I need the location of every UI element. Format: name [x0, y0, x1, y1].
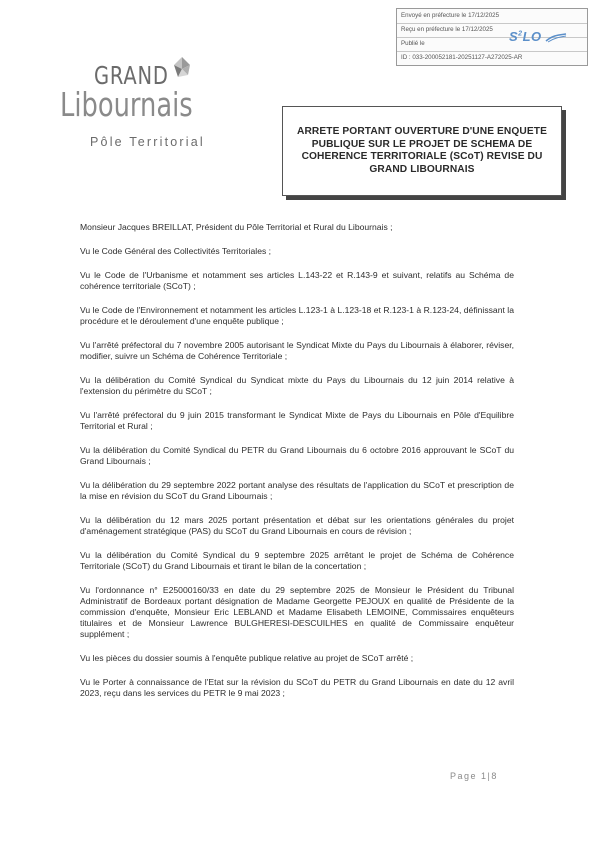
s2lo-logo: $S^2LO$ — [509, 29, 542, 44]
title-box — [282, 106, 562, 196]
paragraph: Vu l'ordonnance n° E25000160/33 en date du 29 septembre 2025 de Monsieur le Président du Tribunal Administratif de Bordeaux portant désignation de Madame Georgette PEJOUX en qualité de Présidente de la commission d'enquête, Monsieur Eric LEBLAND et Madame Elisabeth LEMOINE, Commissaires enquêteurs titulaires et de Monsieur Lawrence BULGHERESI-DESCUILHES en qualité de Commissaire enquêteur supplément ; — [80, 584, 514, 640]
logo-grand: GRAND — [94, 61, 169, 90]
page-number: Page 1|8 — [450, 771, 498, 781]
stamp-sent-date: Envoyé en préfecture le 17/12/2025 — [401, 12, 500, 19]
logo-pole-territorial: Pôle Territorial — [90, 135, 205, 149]
paragraph: Vu la délibération du Comité Syndical du 9 septembre 2025 arrêtant le projet de Schéma de Cohérence Territoriale (SCoT) du Grand Libournais et tirant le bilan de la concertation ; — [80, 549, 514, 571]
paragraph: Vu la délibération du Comité Syndical du Syndicat mixte du Pays du Libournais du 12 juin 2014 relative à l'extension du périmètre du SCoT ; — [80, 374, 514, 396]
swoosh-icon — [545, 33, 567, 43]
paragraph: Vu le Code Général des Collectivités Territoriales ; — [80, 245, 272, 256]
paragraph: Vu le Code de l'Environnement et notamment les articles L.123-1 à L.123-18 et R.123-1 à R.123-24, définissant la procédure et le déroulement d'une enquête publique ; — [80, 304, 514, 326]
logo-libournais: Libournais — [60, 85, 193, 124]
document-body — [80, 222, 514, 712]
paragraph: Vu la délibération du 29 septembre 2022 portant analyse des résultats de l'application du SCoT et prescription de la mise en révision du SCoT du Grand Libournais ; — [80, 479, 514, 501]
paragraph: Vu la délibération du 12 mars 2025 portant présentation et débat sur les orientations générales du projet d'aménagement stratégique (PAS) du SCoT du Grand Libournais en cours de révision ; — [80, 514, 514, 536]
grand-libournais-logo — [60, 55, 225, 155]
paragraph: Vu la délibération du Comité Syndical du PETR du Grand Libournais du 6 octobre 2016 approuvant le SCoT du Grand Libournais ; — [80, 444, 514, 466]
stamp-divider — [397, 23, 587, 24]
paragraph: Vu le Code de l'Urbanisme et notamment ses articles L.143-22 et R.143-9 et suivant, relatifs au Schéma de cohérence territoriale (SCoT) ; — [80, 269, 514, 291]
stamp-received-date: Reçu en préfecture le 17/12/2025 — [401, 26, 493, 33]
stamp-published: Publié le — [401, 40, 425, 47]
paragraph: Monsieur Jacques BREILLAT, Président du Pôle Territorial et Rural du Libournais ; — [80, 222, 393, 232]
paragraph: Vu les pièces du dossier soumis à l'enquête publique relative au projet de SCoT arrêté ; — [80, 653, 414, 664]
stamp-divider — [397, 51, 587, 52]
transmission-stamp — [396, 8, 588, 66]
paragraph: Vu le Porter à connaissance de l'Etat sur la révision du SCoT du PETR du Grand Libournais en date du 12 avril 2023, reçu dans les services du PETR le 9 mai 2023 ; — [80, 677, 514, 699]
paragraph: Vu l'arrêté préfectoral du 7 novembre 2005 autorisant le Syndicat Mixte du Pays du Libournais à élaborer, réviser, modifier, suivre un Schéma de Cohérence Territoriale ; — [80, 339, 514, 361]
stamp-id: ID : 033-200052181-20251127-A272025-AR — [401, 54, 523, 61]
document-title: ARRETE PORTANT OUVERTURE D'UNE ENQUETE PUBLIQUE SUR LE PROJET DE SCHEMA DE COHERENCE TERRITORIALE (SCoT) REVISE DU GRAND LIBOURNAIS — [297, 126, 547, 175]
paragraph: Vu l'arrêté préfectoral du 9 juin 2015 transformant le Syndicat Mixte de Pays du Libournais en Pôle d'Equilibre Territorial et Rural ; — [80, 409, 514, 431]
diamond-mark-icon — [168, 55, 196, 83]
